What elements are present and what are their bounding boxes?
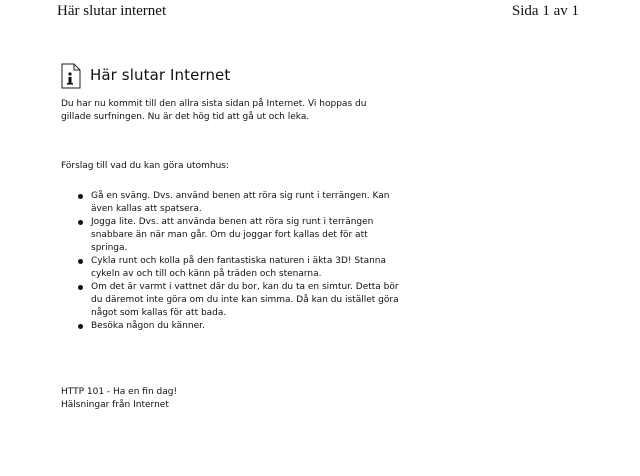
suggestions-list [61,190,581,333]
suggestions-label: Förslag till vad du kan göra utomhus: [61,161,229,171]
document-info-icon [61,63,81,89]
print-header [0,3,640,23]
list-item: Besöka någon du känner. [61,320,401,333]
document-body [61,60,581,412]
print-header-page-number: Sida 1 av 1 [511,3,579,19]
page-heading: Här slutar Internet [90,66,231,84]
list-item: Gå en sväng. Dvs. använd benen att röra sig runt i terrängen. Kan även kallas att spatsera. [61,190,401,216]
list-item: Om det är varmt i vattnet där du bor, kan du ta en simtur. Detta bör du däremot inte göra om du inte kan simma. Då kan du istället göra något som kallas för att bada. [61,281,401,320]
intro-paragraph: Du har nu kommit till den allra sista sidan på Internet. Vi hoppas du gillade surfningen. Nu är det hög tid att gå ut och leka. [61,99,367,122]
list-item: Cykla runt och kolla på den fantastiska naturen i äkta 3D! Stanna cykeln av och till och känn på träden och stenarna. [61,255,401,281]
heading-row [61,60,581,90]
footer-signature: Hälsningar från Internet [61,400,169,410]
print-header-title: Här slutar internet [57,3,167,19]
footer [61,386,581,412]
list-item: Jogga lite. Dvs. att använda benen att röra sig runt i terrängen snabbare än när man går. Om du joggar fort kallas det för att springa. [61,216,401,255]
footer-greeting: HTTP 101 - Ha en fin dag! [61,387,178,397]
